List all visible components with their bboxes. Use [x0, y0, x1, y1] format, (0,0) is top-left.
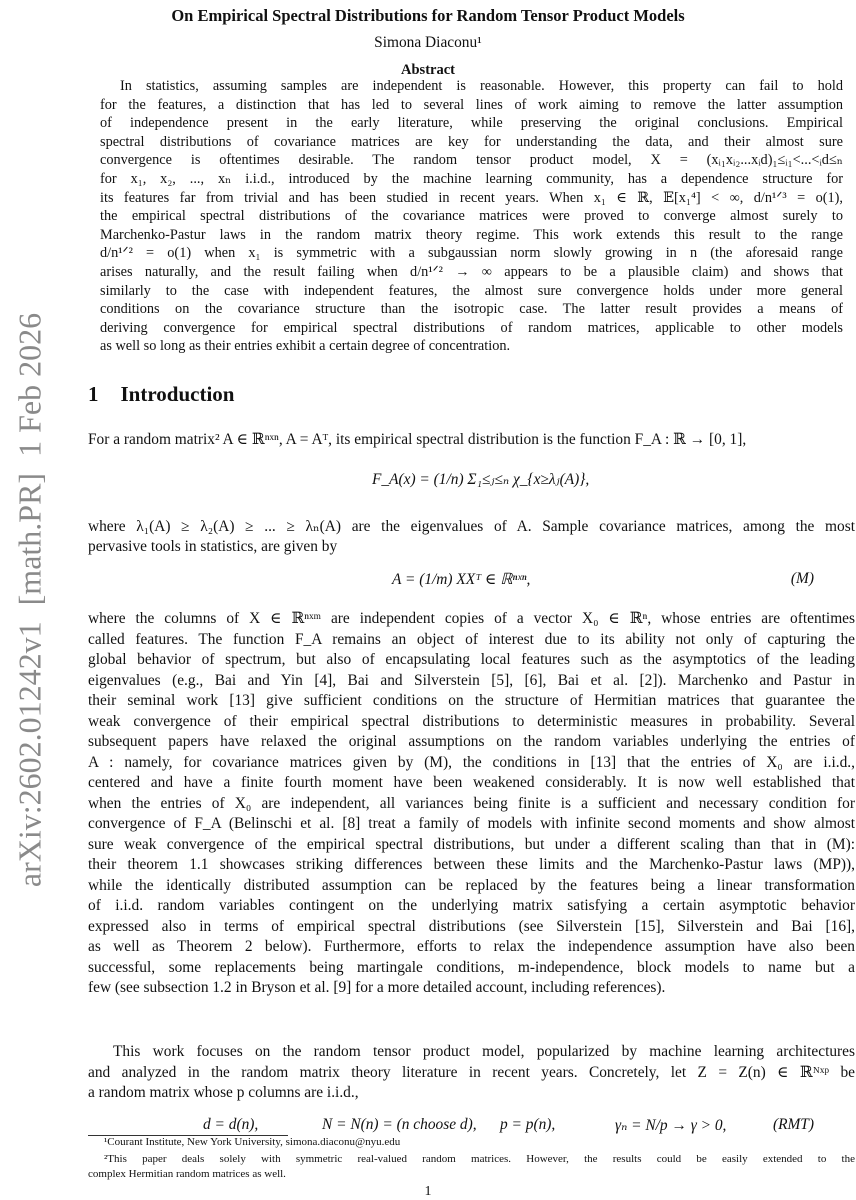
equation-rmt-1: d = d(n),: [203, 1116, 259, 1133]
paper-title: On Empirical Spectral Distributions for Random Tensor Product Models: [171, 6, 685, 25]
text-line: their theorem 1.1 showcases striking differences between these limits and the Marchenko-Pastur laws (MP)),: [88, 856, 855, 873]
text-line: where the columns of X ∈ ℝⁿˣᵐ are independent copies of a vector X₀ ∈ ℝⁿ, whose entries are oftentimes: [88, 610, 855, 627]
text-line: global behavior of spectrum, but also of encapsulating local features such as the asymptotics of the leading: [88, 651, 855, 668]
text-line: convergence is oftentimes desirable. The random tensor product model, X = (xᵢ₁xᵢ₂...xᵢd)₁≤ᵢ₁<...<ᵢd≤ₙ: [100, 152, 843, 169]
equation-covariance: A = (1/m) XXᵀ ∈ ℝⁿˣⁿ,: [392, 571, 531, 588]
equation-tag: (M): [790, 570, 814, 587]
text-line: their seminal work [13] give sufficient conditions on the structure of Hermitian matrices that guarantee the: [88, 692, 855, 709]
text-line: eigenvalues (e.g., Bai and Yin [4], Bai and Silverstein [5], [6], Bai et al. [2]). Marchenko and Pastur in: [88, 671, 855, 689]
text-line: similarly to the case with independent features, the almost sure convergence holds under more general: [100, 282, 843, 299]
text-line: d/n¹ᐟ² = o(1) when x₁ is symmetric with a subgaussian norm slowly growing in n (the aforesaid range: [100, 245, 843, 262]
text-line: expressed also in terms of empirical spectral distributions (see Silverstein [15], Silverstein and Bai [16],: [88, 917, 855, 935]
text-line: arises naturally, and the result failing when d/n¹ᐟ² → ∞ appears to be a plausible claim) and shows that: [100, 264, 843, 280]
text-line: successful, some replacements being martingale conditions, m-independence, block models to name but a: [88, 958, 855, 976]
text-line: A : namely, for covariance matrices given by (M), the conditions in [13] that the entries of X₀ are i.i.d.,: [88, 753, 855, 771]
text-line: called features. The function F_A remains an object of interest due to its ability not only of capturing the: [88, 630, 855, 648]
text-line: a random matrix whose p columns are i.i.d.,: [88, 1084, 359, 1101]
section-number: 1: [88, 382, 99, 406]
text-line: for x₁, x₂, ..., xₙ i.i.d., introduced by the machine learning community, has a dependence structure for: [100, 171, 843, 187]
text-line: the empirical spectral distributions of the covariance matrices were proved to converge almost surely to: [100, 208, 843, 225]
text-line: weak convergence of their empirical spectral distributions to deterministic measures in probability. Several: [88, 712, 855, 730]
text-line: and analyzed in the random matrix theory literature in recent years. Concretely, let Z = Z(n) ∈ ℝᴺˣᵖ be: [88, 1063, 855, 1081]
text-line: as well as Theorem 2 below). Furthermore, efforts to relax the independence assumption have also been: [88, 938, 855, 955]
equation-esd: F_A(x) = (1/n) Σ₁≤ⱼ≤ₙ χ_{x≥λⱼ(A)},: [372, 471, 590, 488]
text-line: its features far from trivial and has been studied in recent years. When x₁ ∈ ℝ, 𝔼[x₁⁴] < ∞, d/n¹ᐟ³ = o(1),: [100, 189, 843, 206]
intro-line: For a random matrix² A ∈ ℝⁿˣⁿ, A = Aᵀ, its empirical spectral distribution is the function F_A : ℝ → [0, 1],: [88, 431, 747, 448]
abstract-heading: Abstract: [401, 62, 455, 78]
text-line: convergence of F_A (Belinschi et al. [8] treat a family of models with infinite second moments and show almost: [88, 815, 855, 832]
arxiv-stamp: arXiv:2602.01242v1 [math.PR] 1 Feb 2026: [11, 312, 48, 888]
text-line: for the features, a distinction that has led to several lines of work aiming to remove the latter assumption: [100, 96, 843, 113]
section-heading: [88, 382, 234, 407]
footnote-2-cont: complex Hermitian random matrices as well.: [88, 1168, 286, 1180]
text-line: deriving convergence for empirical spectral distributions of random matrices, applicable to other models: [100, 319, 843, 336]
equation-tag: (RMT): [772, 1116, 814, 1133]
section-title: Introduction: [120, 382, 235, 406]
text-line: where λ₁(A) ≥ λ₂(A) ≥ ... ≥ λₙ(A) are the eigenvalues of A. Sample covariance matrices, among the most: [88, 518, 855, 535]
text-line: This work focuses on the random tensor product model, popularized by machine learning architectures: [113, 1043, 855, 1060]
equation-rmt-4: γₙ = N/p → γ > 0,: [615, 1117, 727, 1134]
text-line: of i.i.d. random variables contingent on the underlying matrix satisfying a certain asymptotic behavior: [88, 897, 855, 914]
text-line: subsequent papers have relaxed the original assumptions on the random variables underlying the entries of: [88, 733, 855, 750]
text-line: In statistics, assuming samples are independent is reasonable. However, this property can fail to hold: [120, 78, 843, 94]
equation-rmt-2: N = N(n) = (n choose d),: [322, 1116, 477, 1133]
text-line: while the identically distributed assumption can be replaced by the features being a linear transformation: [88, 876, 855, 894]
text-line: conditions on the covariance structure than the isotropic case. The latter result provides a means of: [100, 301, 843, 318]
equation-rmt-3: p = p(n),: [500, 1116, 556, 1133]
text-line: when the entries of X₀ are independent, all variances being finite is a sufficient and necessary condition for: [88, 794, 855, 812]
text-line: Marchenko-Pastur laws in the random matrix theory regime. This work extends this result to the range: [100, 226, 843, 243]
author: Simona Diaconu¹: [374, 34, 482, 51]
text-line: centered and have a finite fourth moment have been weakened considerably. It is now well established that: [88, 774, 855, 791]
text-line: of independence present in the early literature, while preserving the original conclusions. Empirical: [100, 115, 843, 132]
text-line: spectral distributions of covariance matrices are key for understanding the data, and their almost sure: [100, 133, 843, 150]
text-line: sure weak convergence of the empirical spectral distributions, but under a different scaling than that in (M):: [88, 835, 855, 853]
footnote-1: ¹Courant Institute, New York University, simona.diaconu@nyu.edu: [104, 1136, 401, 1148]
page-number: 1: [424, 1184, 432, 1199]
text-line: as well so long as their entries exhibit a certain degree of concentration.: [100, 338, 511, 355]
text-line: pervasive tools in statistics, are given by: [88, 538, 338, 555]
text-line: few (see subsection 1.2 in Bryson et al. [9] for a more detailed account, including references).: [88, 979, 666, 996]
footnote-2: ²This paper deals solely with symmetric real-valued random matrices. However, the results could be easily extended to the: [104, 1153, 855, 1165]
